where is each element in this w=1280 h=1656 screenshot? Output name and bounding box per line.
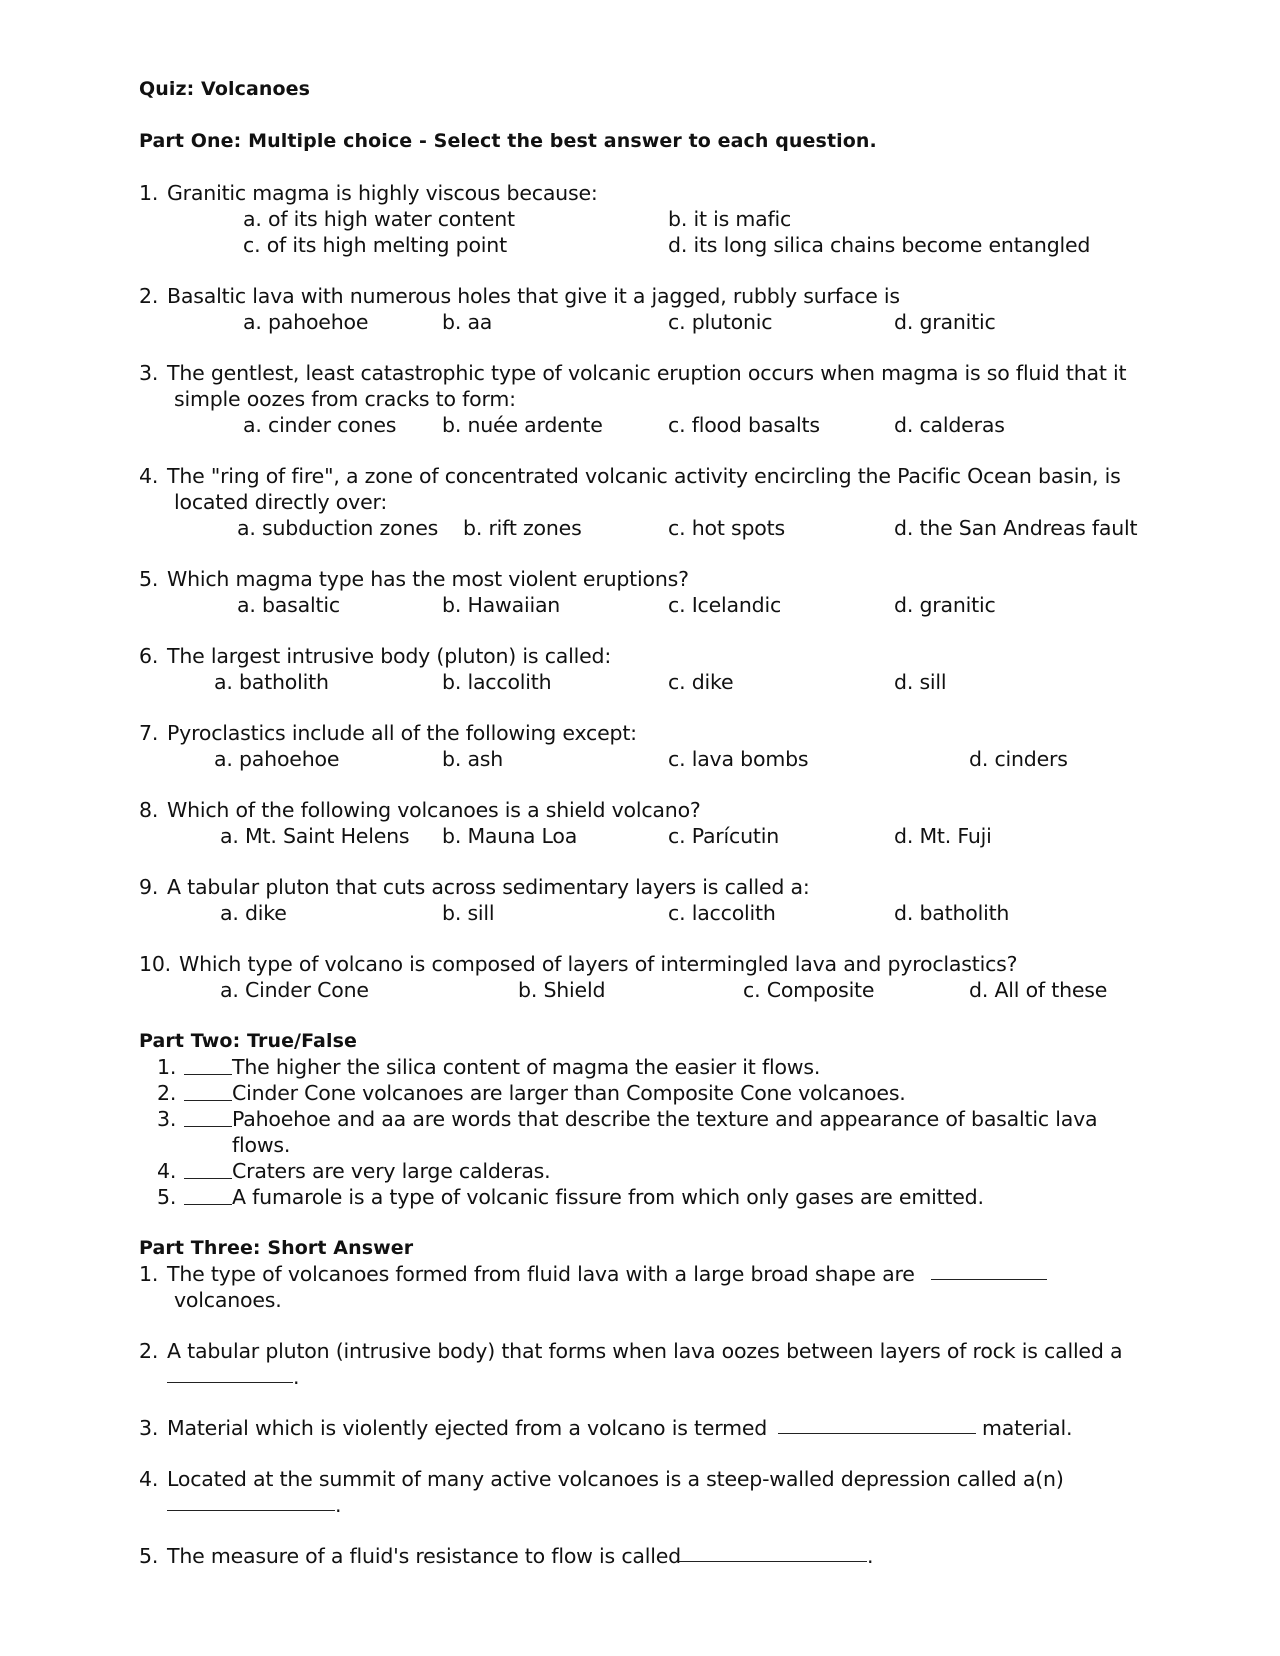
- tf1-number: 1.: [157, 1055, 177, 1079]
- tf3-text: Pahoehoe and aa are words that describe the texture and appearance of basaltic lava: [232, 1107, 1098, 1131]
- q1-option-c: c. of its high melting point: [243, 233, 507, 257]
- tf2-answer-blank[interactable]: [184, 1082, 232, 1101]
- sa2-answer-blank[interactable]: [167, 1364, 293, 1383]
- q4-text-continued: located directly over:: [174, 490, 388, 514]
- q9-option-a: a. dike: [220, 901, 287, 925]
- tf1-text: The higher the silica content of magma the easier it flows.: [232, 1055, 821, 1079]
- tf3-number: 3.: [157, 1107, 177, 1131]
- q8-option-c: c. Parícutin: [668, 824, 780, 848]
- part-three-heading: Part Three: Short Answer: [139, 1237, 414, 1259]
- q2-option-a: a. pahoehoe: [243, 310, 369, 334]
- sa5-text: The measure of a fluid's resistance to flow is called: [167, 1544, 681, 1568]
- tf1-answer-blank[interactable]: [184, 1056, 232, 1075]
- q6-option-b: b. laccolith: [442, 670, 552, 694]
- sa1-text: The type of volcanoes formed from fluid lava with a large broad shape are: [167, 1262, 915, 1286]
- sa2-text: A tabular pluton (intrusive body) that forms when lava oozes between layers of rock is called a: [167, 1339, 1123, 1363]
- q1-option-b: b. it is mafic: [668, 207, 792, 231]
- q4-text: The "ring of fire", a zone of concentrated volcanic activity encircling the Pacific Ocean basin, is: [167, 464, 1121, 488]
- q8-text: Which of the following volcanoes is a shield volcano?: [167, 798, 701, 822]
- q2-option-b: b. aa: [442, 310, 493, 334]
- sa4-number: 4.: [139, 1467, 159, 1491]
- q9-number: 9.: [139, 875, 159, 899]
- tf2-text: Cinder Cone volcanoes are larger than Composite Cone volcanoes.: [232, 1081, 906, 1105]
- sa2-text-end: .: [293, 1365, 300, 1389]
- sa4-answer-blank[interactable]: [167, 1492, 335, 1511]
- q3-option-d: d. calderas: [894, 413, 1005, 437]
- q9-option-b: b. sill: [442, 901, 495, 925]
- q10-text: Which type of volcano is composed of layers of intermingled lava and pyroclastics?: [179, 952, 1018, 976]
- sa5-answer-blank[interactable]: [677, 1543, 867, 1562]
- q3-text: The gentlest, least catastrophic type of volcanic eruption occurs when magma is so fluid that it: [167, 361, 1127, 385]
- q5-number: 5.: [139, 567, 159, 591]
- q10-option-c: c. Composite: [743, 978, 875, 1002]
- q9-text: A tabular pluton that cuts across sedimentary layers is called a:: [167, 875, 810, 899]
- q2-option-c: c. plutonic: [668, 310, 773, 334]
- tf4-number: 4.: [157, 1159, 177, 1183]
- q5-option-d: d. granitic: [894, 593, 996, 617]
- q3-option-a: a. cinder cones: [243, 413, 397, 437]
- quiz-title: Quiz: Volcanoes: [139, 78, 311, 100]
- tf2-number: 2.: [157, 1081, 177, 1105]
- q8-option-d: d. Mt. Fuji: [894, 824, 992, 848]
- q2-number: 2.: [139, 284, 159, 308]
- q10-option-b: b. Shield: [518, 978, 606, 1002]
- tf4-answer-blank[interactable]: [184, 1160, 232, 1179]
- q1-option-d: d. its long silica chains become entangled: [668, 233, 1091, 257]
- q4-option-b: b. rift zones: [463, 516, 582, 540]
- sa3-number: 3.: [139, 1416, 159, 1440]
- q7-option-a: a. pahoehoe: [214, 747, 340, 771]
- q8-option-a: a. Mt. Saint Helens: [220, 824, 410, 848]
- q3-option-c: c. flood basalts: [668, 413, 820, 437]
- sa1-number: 1.: [139, 1262, 159, 1286]
- q3-number: 3.: [139, 361, 159, 385]
- q10-number: 10.: [139, 952, 172, 976]
- sa1-answer-blank[interactable]: [931, 1261, 1047, 1280]
- sa3-answer-blank[interactable]: [778, 1415, 976, 1434]
- q5-option-c: c. Icelandic: [668, 593, 782, 617]
- q5-option-b: b. Hawaiian: [442, 593, 561, 617]
- q9-option-c: c. laccolith: [668, 901, 776, 925]
- q4-number: 4.: [139, 464, 159, 488]
- q8-option-b: b. Mauna Loa: [442, 824, 578, 848]
- q4-option-c: c. hot spots: [668, 516, 785, 540]
- part-one-heading: Part One: Multiple choice - Select the best answer to each question.: [139, 130, 877, 152]
- sa5-number: 5.: [139, 1544, 159, 1568]
- q2-text: Basaltic lava with numerous holes that give it a jagged, rubbly surface is: [167, 284, 900, 308]
- tf3-answer-blank[interactable]: [184, 1108, 232, 1127]
- q7-number: 7.: [139, 721, 159, 745]
- q6-option-c: c. dike: [668, 670, 734, 694]
- q4-option-a: a. subduction zones: [237, 516, 439, 540]
- q6-number: 6.: [139, 644, 159, 668]
- sa4-text: Located at the summit of many active volcanoes is a steep-walled depression called a(n): [167, 1467, 1064, 1491]
- sa3-text: Material which is violently ejected from a volcano is termed: [167, 1416, 768, 1440]
- sa5-text-end: .: [867, 1544, 874, 1568]
- tf4-text: Craters are very large calderas.: [232, 1159, 551, 1183]
- q6-option-d: d. sill: [894, 670, 947, 694]
- tf5-text: A fumarole is a type of volcanic fissure from which only gases are emitted.: [232, 1185, 984, 1209]
- q6-text: The largest intrusive body (pluton) is called:: [167, 644, 612, 668]
- q2-option-d: d. granitic: [894, 310, 996, 334]
- tf5-number: 5.: [157, 1185, 177, 1209]
- q3-option-b: b. nuée ardente: [442, 413, 603, 437]
- q8-number: 8.: [139, 798, 159, 822]
- q6-option-a: a. batholith: [214, 670, 329, 694]
- sa2-number: 2.: [139, 1339, 159, 1363]
- sa3-text-end: material.: [982, 1416, 1073, 1440]
- q10-option-d: d. All of these: [969, 978, 1108, 1002]
- sa4-text-end: .: [335, 1493, 342, 1517]
- q7-text: Pyroclastics include all of the following except:: [167, 721, 637, 745]
- q7-option-d: d. cinders: [969, 747, 1068, 771]
- sa1-text-continued: volcanoes.: [174, 1288, 282, 1312]
- q5-text: Which magma type has the most violent eruptions?: [167, 567, 689, 591]
- part-two-heading: Part Two: True/False: [139, 1030, 357, 1052]
- tf5-answer-blank[interactable]: [184, 1186, 232, 1205]
- q10-option-a: a. Cinder Cone: [220, 978, 369, 1002]
- q4-option-d: d. the San Andreas fault: [894, 516, 1138, 540]
- q1-text: Granitic magma is highly viscous because:: [167, 181, 598, 205]
- q7-option-b: b. ash: [442, 747, 504, 771]
- q1-number: 1.: [139, 181, 159, 205]
- q5-option-a: a. basaltic: [237, 593, 340, 617]
- q1-option-a: a. of its high water content: [243, 207, 515, 231]
- q9-option-d: d. batholith: [894, 901, 1010, 925]
- q3-text-continued: simple oozes from cracks to form:: [174, 387, 516, 411]
- q7-option-c: c. lava bombs: [668, 747, 809, 771]
- tf3-text-continued: flows.: [232, 1133, 291, 1157]
